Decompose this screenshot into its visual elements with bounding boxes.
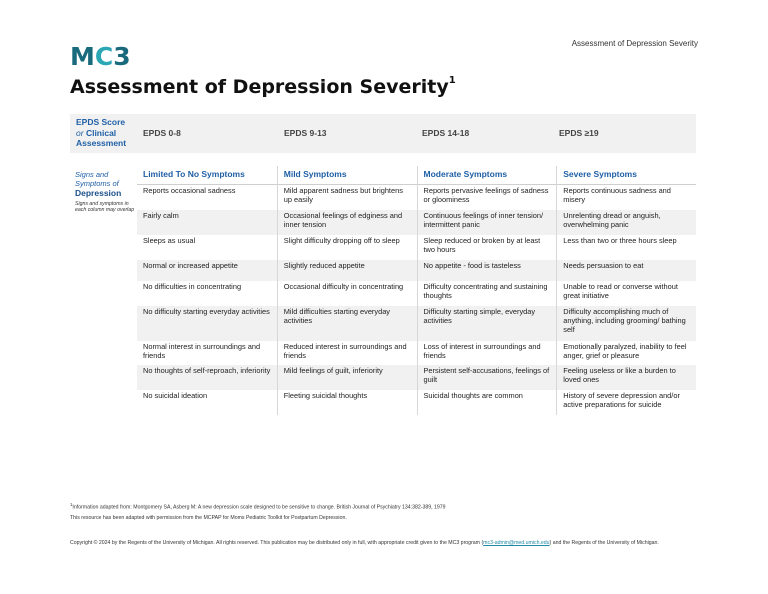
table-header-2: Moderate Symptoms <box>417 166 557 185</box>
table-cell: Mild feelings of guilt, inferiority <box>277 365 417 390</box>
side-label <box>75 170 135 214</box>
side-label-line1: Signs and <box>75 170 109 179</box>
mc3-logo <box>70 44 131 69</box>
table-cell: Slightly reduced appetite <box>277 260 417 281</box>
table-cell: No appetite - food is tasteless <box>417 260 557 281</box>
logo-3: 3 <box>113 42 131 71</box>
table-cell: History of severe depression and/or active preparations for suicide <box>556 390 696 415</box>
score-col-1: EPDS 9-13 <box>284 128 327 138</box>
table-cell: Mild difficulties starting everyday activities <box>277 306 417 341</box>
table-cell: Slight difficulty dropping off to sleep <box>277 235 417 260</box>
table-cell: Normal interest in surroundings and friends <box>143 342 261 361</box>
table-header-1: Mild Symptoms <box>277 166 417 185</box>
table-cell: Fleeting suicidal thoughts <box>277 390 417 415</box>
score-label <box>76 117 126 149</box>
footnote-reference <box>70 502 696 511</box>
table-cell: Feeling useless or like a burden to loved ones <box>556 365 696 390</box>
table-cell: Persistent self-accusations, feelings of guilt <box>417 365 557 390</box>
adaptation-note: This resource has been adapted with permission from the MCPAP for Moms Pediatric Toolkit for Postpartum Depression. <box>70 515 347 521</box>
table-cell: Suicidal thoughts are common <box>417 390 557 415</box>
table-cell: Reports pervasive feelings of sadness or gloominess <box>417 185 557 210</box>
table-row <box>137 235 696 260</box>
score-col-3: EPDS ≥19 <box>559 128 599 138</box>
table-cell: Reduced interest in surroundings and friends <box>277 341 417 365</box>
table-cell: Less than two or three hours sleep <box>556 235 696 260</box>
table-row <box>137 260 696 281</box>
table-row <box>137 185 696 210</box>
logo-m: M <box>70 42 95 71</box>
table-cell: No difficulties in concentrating <box>143 282 242 291</box>
table-cell: Emotionally paralyzed, inability to feel anger, grief or pleasure <box>556 341 696 365</box>
table-cell: Continuous feelings of inner tension/ intermittent panic <box>417 210 557 235</box>
copyright-notice <box>70 540 696 547</box>
table-row <box>137 365 696 390</box>
table-row <box>137 210 696 235</box>
table-cell: No suicidal ideation <box>143 391 208 400</box>
table-cell: Unable to read or converse without great initiative <box>556 281 696 306</box>
page-title-text: Assessment of Depression Severity <box>70 76 449 98</box>
table-cell: Difficulty concentrating and sustaining thoughts <box>417 281 557 306</box>
table-row <box>137 341 696 365</box>
score-col-2: EPDS 14-18 <box>422 128 470 138</box>
score-label-or: or <box>76 127 84 138</box>
side-label-line3: Depression <box>75 188 122 198</box>
copyright-text-post: ) and the Regents of the University of Michigan. <box>549 540 659 546</box>
symptom-table <box>137 166 696 415</box>
header-document-title: Assessment of Depression Severity <box>571 39 698 48</box>
table-cell: Occasional difficulty in concentrating <box>277 281 417 306</box>
table-cell: Difficulty starting simple, everyday activities <box>417 306 557 341</box>
table-cell: No thoughts of self-reproach, inferiority <box>137 365 277 390</box>
table-cell: No difficulty starting everyday activities <box>137 306 277 341</box>
table-cell: Reports continuous sadness and misery <box>556 185 696 210</box>
table-cell: Needs persuasion to eat <box>556 260 696 281</box>
table-row <box>137 281 696 306</box>
score-col-0: EPDS 0-8 <box>143 128 181 138</box>
score-label-line2 <box>76 128 126 139</box>
table-cell: Difficulty accomplishing much of anything, including grooming/ bathing self <box>556 306 696 341</box>
copyright-text-pre: Copyright © 2024 by the Regents of the University of Michigan. All rights reserved. This publication may be distributed only in full, with appropriate credit given to the MC3 program ( <box>70 540 484 546</box>
table-cell: Unrelenting dread or anguish, overwhelming panic <box>556 210 696 235</box>
page-title <box>70 77 456 98</box>
table-cell: Sleeps as usual <box>143 236 196 245</box>
title-footnote-marker: 1 <box>448 75 456 86</box>
score-label-line1: EPDS Score <box>76 117 126 127</box>
table-cell: Sleep reduced or broken by at least two hours <box>417 235 557 260</box>
table-row <box>137 390 696 415</box>
footnote-text: Information adapted from: Montgomery SA, Asberg M: A new depression scale designed to be sensitive to change. British Journal of Psychiatry 134:382-389, 1979 <box>72 504 446 511</box>
side-label-note: Signs and symptoms in each column may overlap <box>75 201 135 214</box>
score-label-line3: Assessment <box>76 138 127 148</box>
score-label-clinical: Clinical <box>85 127 117 138</box>
table-cell: Reports occasional sadness <box>143 186 236 195</box>
table-header-3: Severe Symptoms <box>556 166 696 185</box>
table-header-row <box>137 166 696 185</box>
table-cell: Fairly calm <box>137 210 277 235</box>
logo-c-mark: C <box>94 42 114 71</box>
table-cell: Occasional feelings of edginess and inner tension <box>277 210 417 235</box>
table-header-0: Limited To No Symptoms <box>137 166 277 185</box>
side-label-line2: Symptoms of <box>75 179 119 188</box>
table-cell: Normal or increased appetite <box>137 260 277 281</box>
score-band <box>70 114 696 153</box>
table-cell: Mild apparent sadness but brightens up easily <box>277 185 417 210</box>
footnote-marker: 1 <box>70 502 73 507</box>
contact-email-link[interactable]: mc3-admin@med.umich.edu <box>483 540 550 546</box>
table-cell: Loss of interest in surroundings and friends <box>417 341 557 365</box>
table-row <box>137 306 696 341</box>
